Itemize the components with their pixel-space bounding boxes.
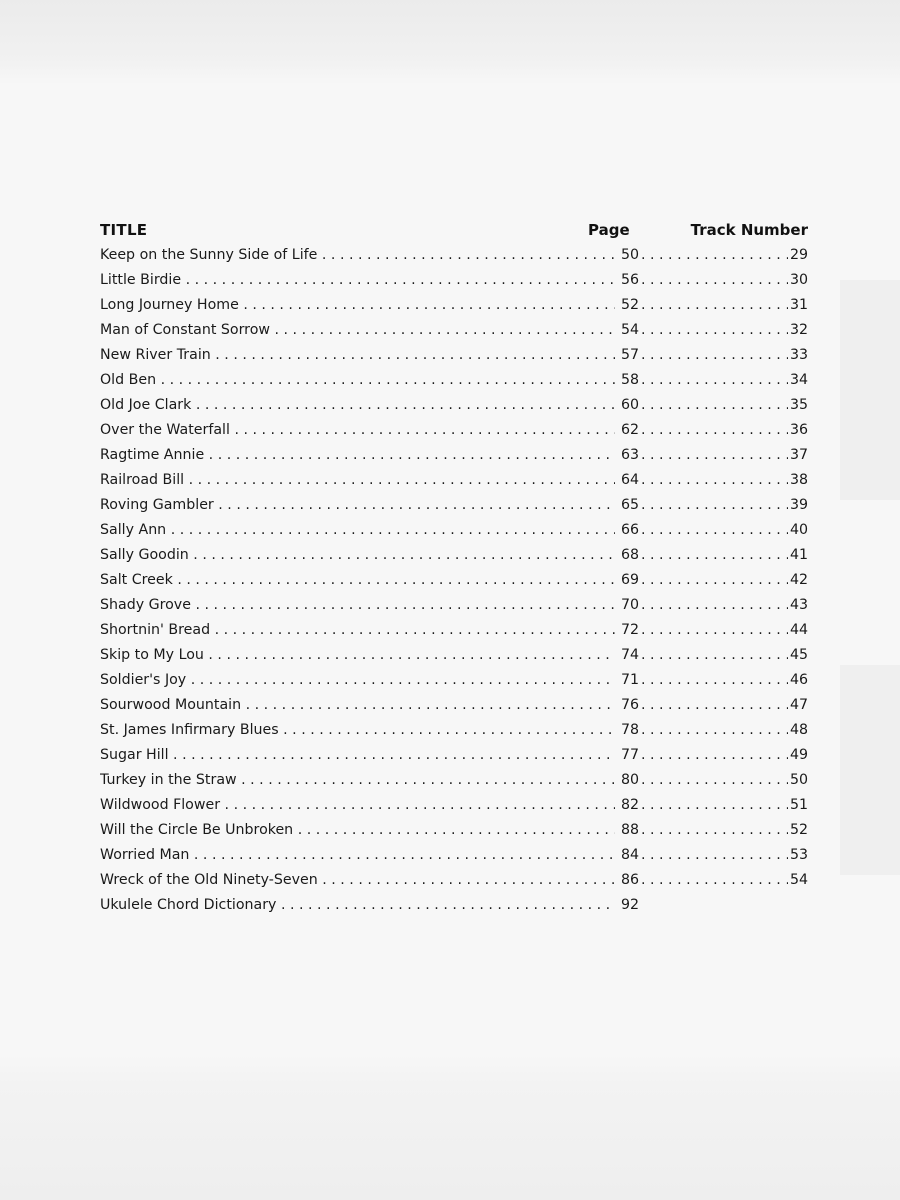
- track-dot-leader: [641, 818, 808, 843]
- entry-title: Sugar Hill . . .: [100, 743, 638, 768]
- entry-track-number: 39: [788, 493, 808, 518]
- toc-entry: [100, 668, 808, 693]
- entry-title: Worried Man . . .: [100, 843, 638, 868]
- track-dot-leader: [641, 693, 808, 718]
- entry-title: Old Joe Clark . . .: [100, 393, 638, 418]
- column-header-title: TITLE: [100, 221, 148, 239]
- track-dot-leader: [641, 768, 808, 793]
- entry-track-number: 44: [788, 618, 808, 643]
- track-dot-leader: [641, 593, 808, 618]
- track-dot-leader: [641, 468, 808, 493]
- entry-title: Turkey in the Straw . . .: [100, 768, 638, 793]
- entry-page: 80: [615, 768, 639, 793]
- table-of-contents: [100, 221, 808, 918]
- track-dot-leader: [641, 868, 808, 893]
- toc-entries: [100, 243, 808, 918]
- entry-title: Wreck of the Old Ninety-Seven . . .: [100, 868, 638, 893]
- entry-track-number: 40: [788, 518, 808, 543]
- entry-track-number: 42: [788, 568, 808, 593]
- column-header-page: Page: [588, 221, 630, 239]
- entry-page: 54: [615, 318, 639, 343]
- entry-track-number: 48: [788, 718, 808, 743]
- toc-entry: [100, 268, 808, 293]
- track-dot-leader: [641, 443, 808, 468]
- toc-entry: [100, 393, 808, 418]
- toc-entry: [100, 793, 808, 818]
- toc-entry: [100, 868, 808, 893]
- entry-title: Old Ben . . .: [100, 368, 638, 393]
- entry-track-number: 33: [788, 343, 808, 368]
- toc-entry: [100, 743, 808, 768]
- entry-page: 58: [615, 368, 639, 393]
- entry-page: 52: [615, 293, 639, 318]
- entry-title: Ukulele Chord Dictionary . . .: [100, 893, 638, 918]
- entry-page: 92: [615, 893, 639, 918]
- entry-title: Over the Waterfall . . .: [100, 418, 638, 443]
- track-dot-leader: [641, 568, 808, 593]
- entry-page: 57: [615, 343, 639, 368]
- toc-entry: [100, 593, 808, 618]
- track-dot-leader: [641, 418, 808, 443]
- entry-page: 64: [615, 468, 639, 493]
- entry-page: 86: [615, 868, 639, 893]
- toc-entry: [100, 418, 808, 443]
- entry-track-number: 50: [788, 768, 808, 793]
- entry-track-number: 53: [788, 843, 808, 868]
- toc-entry: [100, 768, 808, 793]
- entry-title: Roving Gambler . . .: [100, 493, 638, 518]
- toc-entry: [100, 318, 808, 343]
- toc-entry: [100, 843, 808, 868]
- top-shading: [0, 0, 900, 85]
- entry-page: 71: [615, 668, 639, 693]
- track-dot-leader: [641, 618, 808, 643]
- track-dot-leader: [641, 518, 808, 543]
- toc-entry: [100, 643, 808, 668]
- entry-track-number: 38: [788, 468, 808, 493]
- entry-track-number: 35: [788, 393, 808, 418]
- entry-track-number: 41: [788, 543, 808, 568]
- track-dot-leader: [641, 793, 808, 818]
- toc-entry: [100, 718, 808, 743]
- entry-title: Sourwood Mountain . . .: [100, 693, 638, 718]
- track-dot-leader: [641, 543, 808, 568]
- bottom-shading: [0, 1055, 900, 1200]
- entry-page: 56: [615, 268, 639, 293]
- toc-entry: [100, 618, 808, 643]
- track-dot-leader: [641, 293, 808, 318]
- entry-title: Shady Grove . . .: [100, 593, 638, 618]
- toc-entry: [100, 468, 808, 493]
- entry-track-number: 54: [788, 868, 808, 893]
- toc-entry: [100, 818, 808, 843]
- entry-page: 78: [615, 718, 639, 743]
- toc-entry: [100, 518, 808, 543]
- entry-page: 50: [615, 243, 639, 268]
- entry-title: Long Journey Home . . .: [100, 293, 638, 318]
- entry-title: Sally Ann . . .: [100, 518, 638, 543]
- toc-entry: [100, 443, 808, 468]
- right-shading-lower: [840, 665, 900, 875]
- entry-track-number: 30: [788, 268, 808, 293]
- entry-page: 62: [615, 418, 639, 443]
- track-dot-leader: [641, 668, 808, 693]
- column-header-track-number: Track Number: [690, 221, 808, 239]
- toc-entry: [100, 293, 808, 318]
- entry-title: Man of Constant Sorrow . . .: [100, 318, 638, 343]
- entry-title: Keep on the Sunny Side of Life . . .: [100, 243, 638, 268]
- entry-page: 68: [615, 543, 639, 568]
- entry-title: Skip to My Lou . . .: [100, 643, 638, 668]
- entry-title: Little Birdie . . .: [100, 268, 638, 293]
- entry-title: Wildwood Flower . . .: [100, 793, 638, 818]
- entry-title: Soldier's Joy . . .: [100, 668, 638, 693]
- entry-page: 84: [615, 843, 639, 868]
- track-dot-leader: [641, 743, 808, 768]
- entry-track-number: 43: [788, 593, 808, 618]
- toc-entry: [100, 493, 808, 518]
- track-dot-leader: [641, 718, 808, 743]
- toc-entry: [100, 568, 808, 593]
- entry-track-number: 52: [788, 818, 808, 843]
- entry-title: Salt Creek . . .: [100, 568, 638, 593]
- entry-page: 77: [615, 743, 639, 768]
- entry-track-number: 36: [788, 418, 808, 443]
- entry-title: New River Train . . .: [100, 343, 638, 368]
- track-dot-leader: [641, 493, 808, 518]
- right-shading-upper: [840, 280, 900, 500]
- toc-entry: [100, 243, 808, 268]
- track-dot-leader: [641, 393, 808, 418]
- entry-page: 63: [615, 443, 639, 468]
- entry-title: Shortnin' Bread . . .: [100, 618, 638, 643]
- entry-track-number: 45: [788, 643, 808, 668]
- track-dot-leader: [641, 318, 808, 343]
- track-dot-leader: [641, 843, 808, 868]
- entry-track-number: 29: [788, 243, 808, 268]
- entry-page: 74: [615, 643, 639, 668]
- entry-title: Will the Circle Be Unbroken . . .: [100, 818, 638, 843]
- entry-page: 76: [615, 693, 639, 718]
- track-dot-leader: [641, 268, 808, 293]
- entry-title: St. James Infirmary Blues . . .: [100, 718, 638, 743]
- toc-entry: [100, 693, 808, 718]
- toc-header-row: [100, 221, 808, 243]
- entry-track-number: 37: [788, 443, 808, 468]
- track-dot-leader: [641, 643, 808, 668]
- entry-track-number: 47: [788, 693, 808, 718]
- track-dot-leader: [641, 243, 808, 268]
- entry-page: 82: [615, 793, 639, 818]
- entry-page: 88: [615, 818, 639, 843]
- toc-entry: [100, 343, 808, 368]
- entry-track-number: 46: [788, 668, 808, 693]
- entry-track-number: 51: [788, 793, 808, 818]
- entry-title: Ragtime Annie . . .: [100, 443, 638, 468]
- entry-track-number: 32: [788, 318, 808, 343]
- entry-track-number: 34: [788, 368, 808, 393]
- entry-track-number: 31: [788, 293, 808, 318]
- entry-page: 69: [615, 568, 639, 593]
- entry-title: Railroad Bill . . .: [100, 468, 638, 493]
- toc-entry: [100, 893, 808, 918]
- track-dot-leader: [641, 368, 808, 393]
- entry-page: 65: [615, 493, 639, 518]
- entry-page: 60: [615, 393, 639, 418]
- entry-page: 70: [615, 593, 639, 618]
- entry-page: 72: [615, 618, 639, 643]
- entry-title: Sally Goodin . . .: [100, 543, 638, 568]
- toc-entry: [100, 543, 808, 568]
- entry-track-number: 49: [788, 743, 808, 768]
- toc-entry: [100, 368, 808, 393]
- entry-page: 66: [615, 518, 639, 543]
- track-dot-leader: [641, 343, 808, 368]
